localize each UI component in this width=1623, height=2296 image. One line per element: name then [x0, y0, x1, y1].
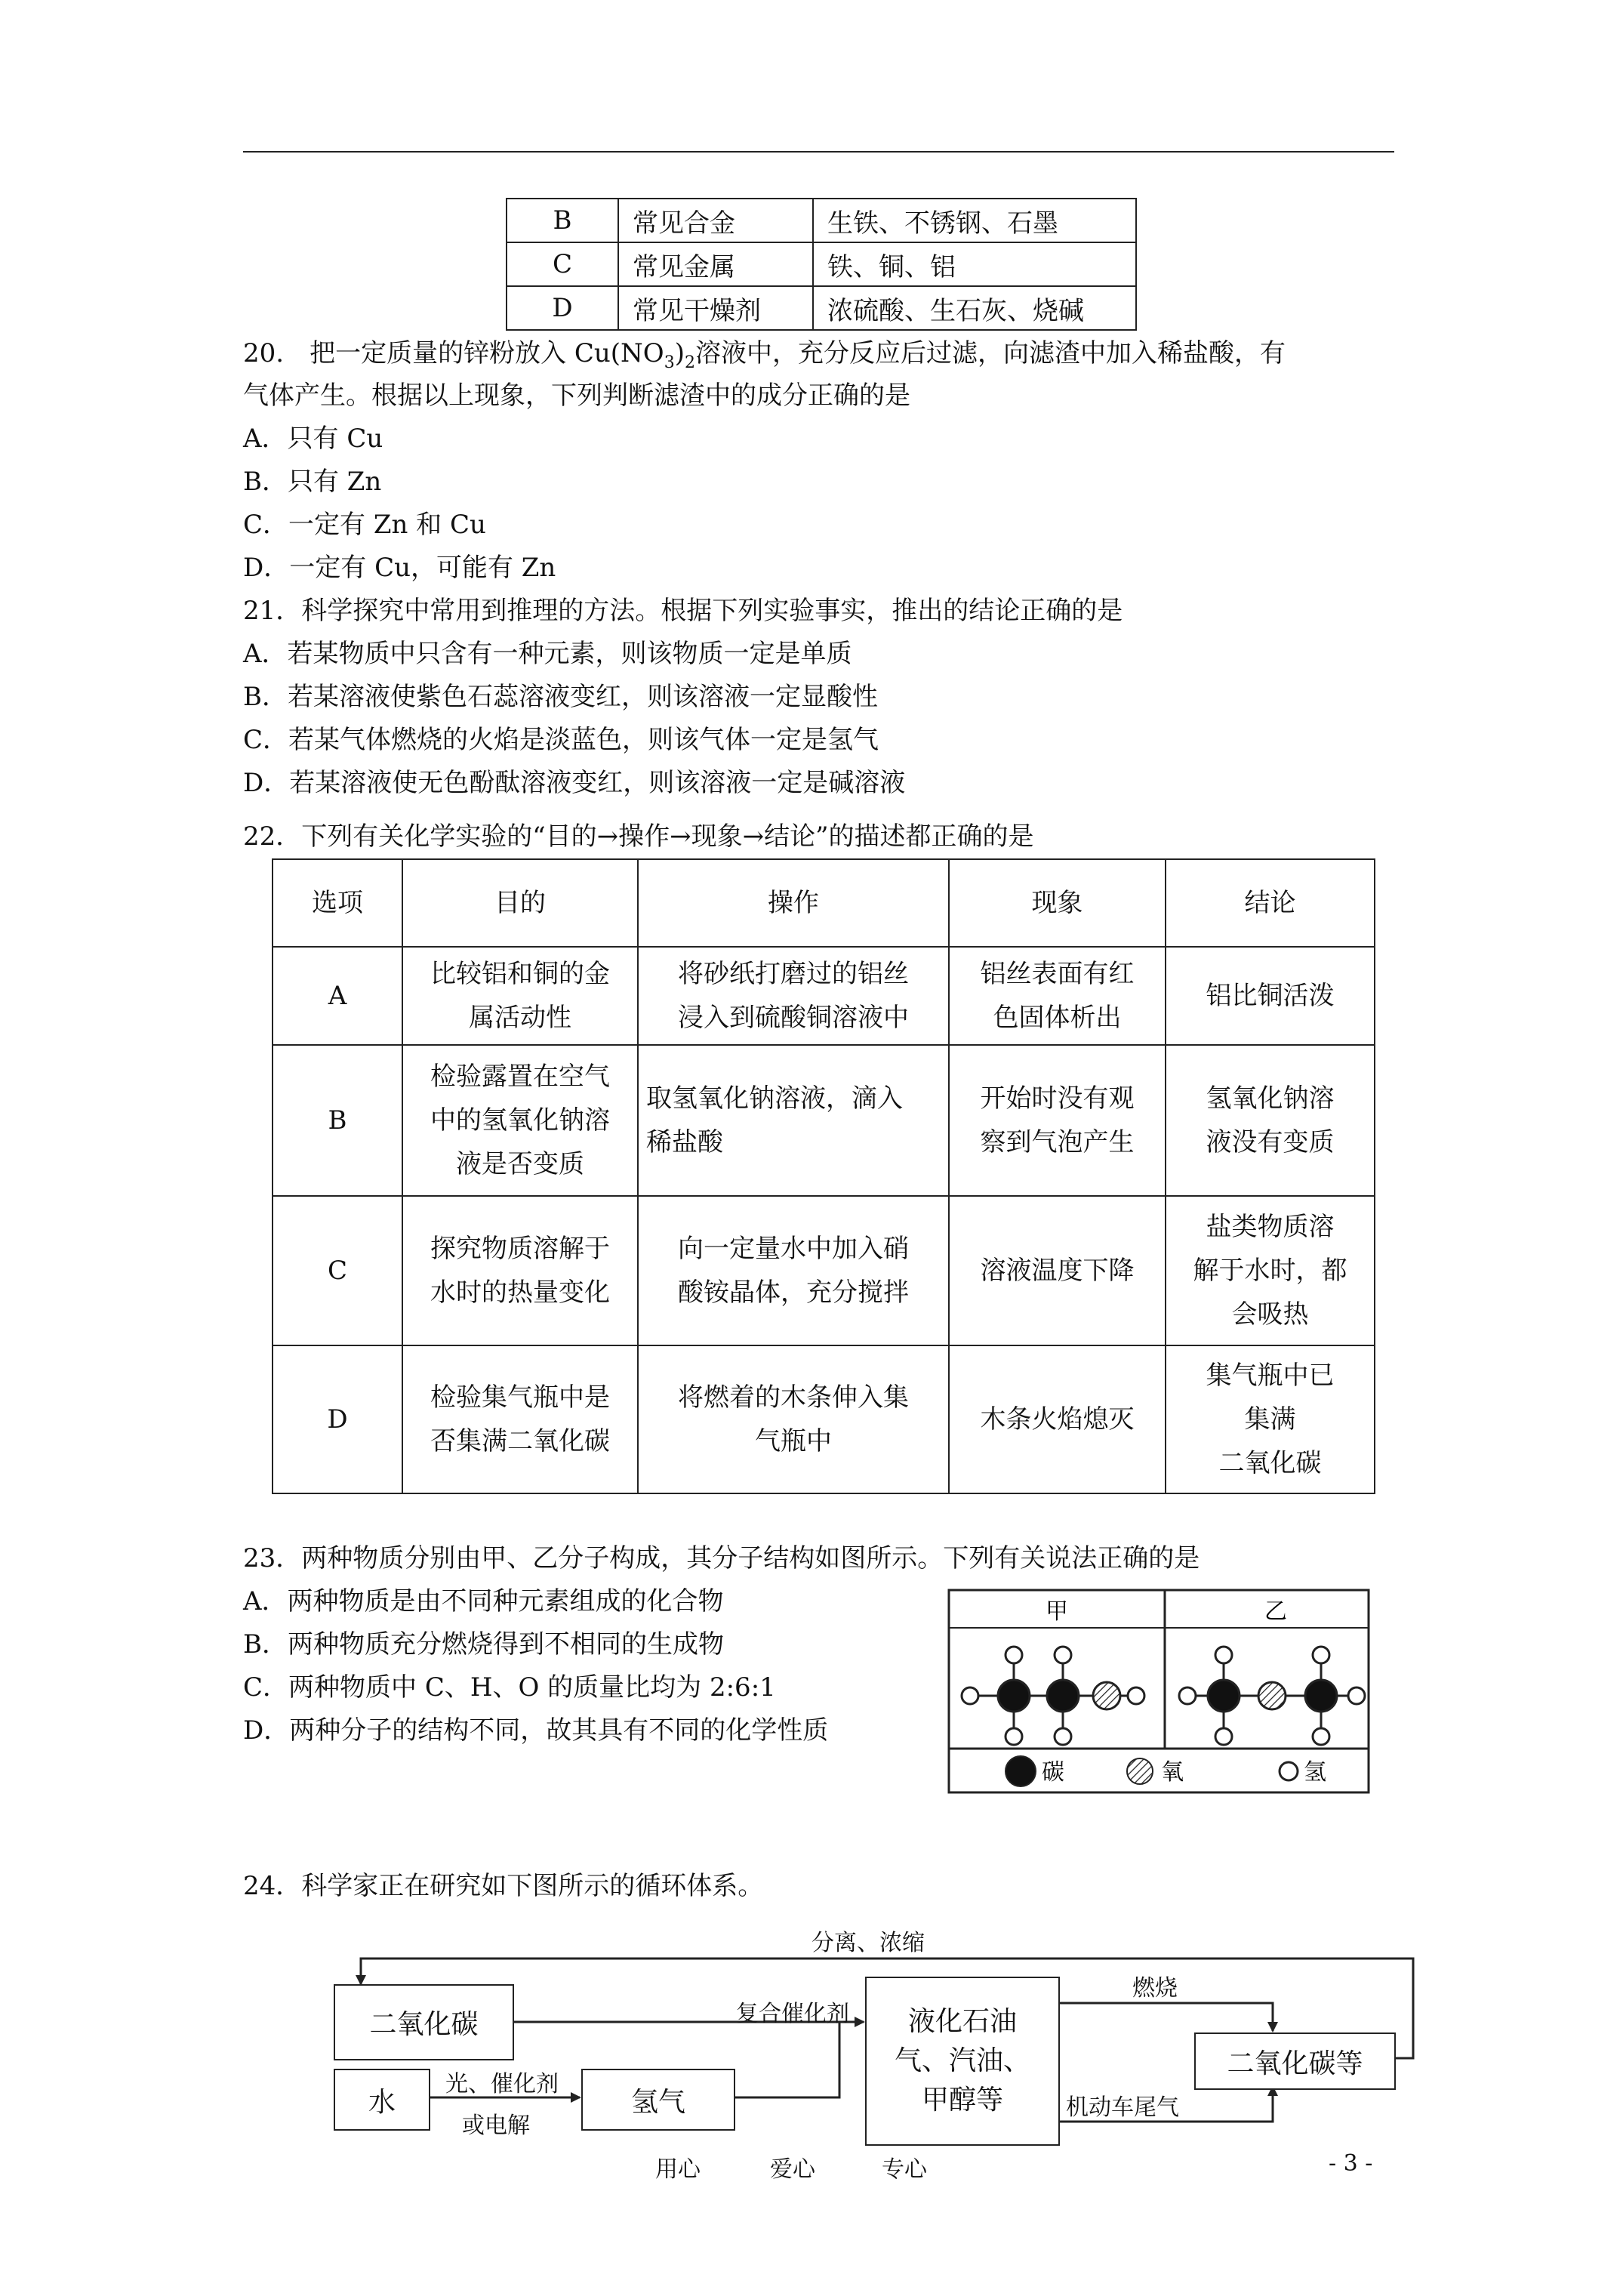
option-cell: D	[273, 1345, 402, 1493]
q22-stem: 22．下列有关化学实验的“目的→操作→现象→结论”的描述都正确的是	[243, 821, 1034, 852]
cell-line: 属活动性	[469, 1003, 571, 1033]
cell-line: 液没有变质	[1206, 1127, 1335, 1157]
q23-option-c: C．两种物质中 C、H、O 的质量比均为 2:6:1	[243, 1672, 776, 1703]
subscript: 3	[664, 353, 675, 372]
option-cell: A	[273, 947, 402, 1045]
option-cell: B	[507, 199, 618, 242]
node-fuels	[865, 1977, 1060, 2146]
cell-line: 集气瓶中已	[1206, 1361, 1335, 1391]
option-cell: B	[273, 1045, 402, 1196]
cell-line: 水时的热量变化	[430, 1277, 610, 1308]
node-carbon-dioxide: 二氧化碳	[334, 1984, 514, 2060]
cell-line: 木条火焰熄灭	[980, 1404, 1135, 1435]
arrow-h2-join	[732, 2022, 839, 2097]
q20-option-d: D．一定有 Cu，可能有 Zn	[243, 553, 556, 583]
q20-option-c: C．一定有 Zn 和 Cu	[243, 510, 486, 540]
node-fuels-line: 液化石油	[907, 2006, 1017, 2037]
q20-option-a: A．只有 Cu	[243, 424, 383, 454]
q23-option-b: B．两种物质充分燃烧得到不相同的生成物	[243, 1629, 724, 1660]
items-cell: 生铁、不锈钢、石墨	[813, 199, 1136, 242]
cell-line: 将燃着的木条伸入集	[678, 1382, 909, 1413]
header-cell: 目的	[402, 859, 638, 947]
cell-line: 将砂纸打磨过的铝丝	[678, 959, 909, 989]
footer-text: 爱心	[770, 2156, 815, 2183]
cell-line: 铝丝表面有红	[980, 959, 1135, 989]
header-cell: 现象	[949, 859, 1166, 947]
molecule-yi-label: 乙	[1264, 1598, 1287, 1625]
label-electrolysis: 或电解	[462, 2113, 530, 2139]
cell-line: 集满	[1244, 1404, 1296, 1435]
cell-line: 浸入到硫酸铜溶液中	[678, 1003, 909, 1033]
node-fuels-line: 气、汽油、	[894, 2045, 1030, 2076]
category-cell: 常见合金	[618, 199, 813, 242]
cell-line: 察到气泡产生	[980, 1127, 1135, 1157]
cell-line: 比较铝和铜的金	[430, 959, 610, 989]
q20-suffix: 溶液中，充分反应后过滤，向滤渣中加入稀盐酸，有	[694, 338, 1286, 368]
cell-line: 铝比铜活泼	[1206, 981, 1335, 1011]
cell-line: 解于水时，都	[1193, 1256, 1347, 1286]
q23-option-a: A．两种物质是由不同种元素组成的化合物	[243, 1586, 724, 1616]
option-cell: C	[507, 242, 618, 286]
cell-line: 溶液温度下降	[980, 1256, 1135, 1286]
q21-option-d: D．若某溶液使无色酚酞溶液变红，则该溶液一定是碱溶液	[243, 768, 906, 798]
footer-text: 专心	[882, 2156, 927, 2183]
arrow-burn	[1058, 2003, 1273, 2031]
q21-option-b: B．若某溶液使紫色石蕊溶液变红，则该溶液一定显酸性	[243, 682, 878, 712]
node-water: 水	[334, 2069, 430, 2131]
cell-line: 酸铵晶体，充分搅拌	[678, 1277, 909, 1308]
q21-option-c: C．若某气体燃烧的火焰是淡蓝色，则该气体一定是氢气	[243, 725, 879, 755]
node-fuels-line: 甲醇等	[921, 2085, 1003, 2116]
cell-line: 向一定量水中加入硝	[678, 1234, 909, 1264]
cell-line: 液是否变质	[456, 1149, 584, 1179]
q20-option-b: B．只有 Zn	[243, 467, 382, 497]
cell-line: 色固体析出	[993, 1003, 1122, 1033]
items-cell: 浓硫酸、生石灰、烧碱	[813, 286, 1136, 330]
footer-text: 用心	[655, 2156, 701, 2183]
label-composite-catalyst: 复合催化剂	[736, 2001, 849, 2027]
q23-stem: 23．两种物质分别由甲、乙分子构成，其分子结构如图所示。下列有关说法正确的是	[243, 1543, 1200, 1573]
header-cell: 选项	[273, 859, 402, 947]
subscript: 2	[684, 353, 695, 372]
q20-stem-line1: 20. 把一定质量的锌粉放入 $Cu(NO_3)_2$溶液中，充分反应后过滤，向滤渣中加入稀盐酸，有	[243, 338, 1286, 372]
cell-line: 检验集气瓶中是	[430, 1382, 610, 1413]
cell-line: 稀盐酸	[646, 1127, 723, 1157]
cell-line: 二氧化碳	[1218, 1448, 1322, 1478]
q21-option-a: A．若某物质中只含有一种元素，则该物质一定是单质	[243, 639, 852, 669]
option-cell: C	[273, 1196, 402, 1345]
cell-line: 否集满二氧化碳	[430, 1426, 610, 1456]
category-cell: 常见金属	[618, 242, 813, 286]
cell-line: 氢氧化钠溶	[1206, 1083, 1335, 1114]
node-carbon-dioxide-etc: 二氧化碳等	[1194, 2032, 1396, 2090]
legend-oxygen-label: 氧	[1161, 1759, 1184, 1786]
q24-stem: 24．科学家正在研究如下图所示的循环体系。	[243, 1871, 764, 1901]
cell-line: 会吸热	[1231, 1299, 1309, 1330]
label-combustion: 燃烧	[1132, 1975, 1178, 2002]
header-cell: 操作	[638, 859, 949, 947]
node-hydrogen: 氢气	[581, 2069, 735, 2131]
option-cell: D	[507, 286, 618, 330]
cell-line: 开始时没有观	[980, 1083, 1135, 1114]
q23-option-d: D．两种分子的结构不同，故其具有不同的化学性质	[243, 1715, 829, 1746]
cell-line: 气瓶中	[755, 1426, 832, 1456]
cell-line: 探究物质溶解于	[430, 1234, 610, 1264]
legend-carbon-label: 碳	[1042, 1759, 1064, 1786]
header-cell: 结论	[1166, 859, 1375, 947]
label-separate-concentrate: 分离、浓缩	[812, 1930, 925, 1956]
cell-line: 取氢氧化钠溶液，滴入	[646, 1083, 903, 1114]
label-vehicle-exhaust: 机动车尾气	[1066, 2094, 1179, 2121]
q20-stem-line2: 气体产生。根据以上现象，下列判断滤渣中的成分正确的是	[243, 381, 910, 411]
legend-hydrogen-label: 氢	[1304, 1759, 1326, 1786]
molecule-jia-label: 甲	[1046, 1598, 1068, 1625]
q21-stem: 21．科学探究中常用到推理的方法。根据下列实验事实，推出的结论正确的是	[243, 596, 1123, 626]
cell-line: 盐类物质溶	[1206, 1212, 1335, 1242]
category-cell: 常见干燥剂	[618, 286, 813, 330]
q20-prefix: 20. 把一定质量的锌粉放入 Cu(NO	[243, 338, 664, 368]
items-cell: 铁、铜、铝	[813, 242, 1136, 286]
label-light-catalyst: 光、催化剂	[445, 2071, 559, 2097]
cell-line: 中的氢氧化钠溶	[430, 1105, 610, 1136]
cell-line: 检验露置在空气	[430, 1062, 610, 1092]
page-number: - 3 -	[1329, 2150, 1373, 2177]
